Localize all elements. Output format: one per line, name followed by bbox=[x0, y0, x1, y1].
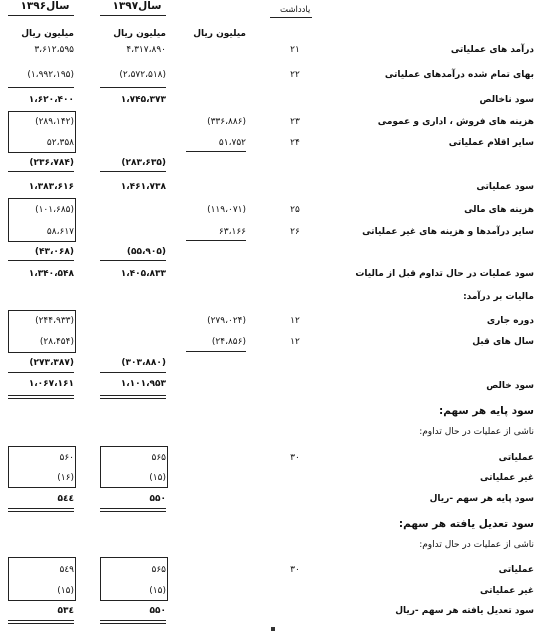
row-note: ۲۶ bbox=[290, 227, 300, 237]
row-note: ۲۳ bbox=[290, 117, 300, 127]
row-value-1396: ۱،۶۲۰،۴۰۰ bbox=[28, 95, 74, 105]
subtotal-line bbox=[8, 372, 74, 373]
row-label-operating-profit: سود عملیاتی bbox=[476, 182, 534, 192]
row-label-continuing-ops: ناشی از عملیات در حال تداوم: bbox=[419, 540, 534, 550]
row-label-basic-eps-rial: سود پایه هر سهم -ریال bbox=[429, 494, 534, 504]
row-value-1396: (۱۵) bbox=[57, 586, 74, 596]
section-heading-basic-eps: سود پایه هر سهم: bbox=[439, 405, 534, 417]
row-value-1397: (۲۸۳،۶۳۵) bbox=[121, 158, 166, 168]
header-underline-1397 bbox=[100, 15, 166, 16]
row-note: ۱۲ bbox=[290, 337, 300, 347]
subtotal-line bbox=[186, 151, 246, 152]
row-value-1397: ۵۵۰ bbox=[149, 606, 166, 616]
row-value-1397: (۱۵) bbox=[149, 473, 166, 483]
subtotal-line bbox=[186, 351, 246, 352]
row-value-1397: ۱،۴۰۵،۸۳۳ bbox=[120, 269, 166, 279]
total-double-line bbox=[100, 395, 166, 399]
page-marker bbox=[271, 627, 275, 631]
row-value-1396: (۲۳۶،۷۸۴) bbox=[29, 158, 74, 168]
total-double-line bbox=[100, 508, 166, 512]
row-value-1396: (۱،۹۹۲،۱۹۵) bbox=[27, 70, 74, 80]
row-value-1396: ۵۲،۳۵۸ bbox=[46, 138, 74, 148]
row-value-1397: (۳۰۳،۸۸۰) bbox=[121, 358, 166, 368]
subtotal-line bbox=[100, 171, 166, 172]
row-label-non-operating: غیر عملیاتی bbox=[480, 473, 534, 483]
row-value-1396: ۱،۳۸۳،۶۱۶ bbox=[28, 182, 74, 192]
total-double-line bbox=[100, 620, 166, 624]
row-value-detail: (۲۷۹،۰۲۴) bbox=[207, 316, 246, 326]
row-label-continuing-ops: ناشی از عملیات در حال تداوم: bbox=[419, 427, 534, 437]
row-value-1397: (۲،۵۷۲،۵۱۸) bbox=[119, 70, 166, 80]
row-note: ۱۲ bbox=[290, 316, 300, 326]
row-label-current-period: دوره جاری bbox=[486, 316, 534, 326]
subtotal-line bbox=[8, 87, 74, 88]
header-year-1396: سال۱۳۹۶ bbox=[20, 0, 70, 12]
row-label-diluted-eps-rial: سود تعدیل یافته هر سهم -ریال bbox=[395, 606, 534, 616]
row-label-other-operating-items: سایر اقلام عملیاتی bbox=[448, 138, 534, 148]
row-value-1396: (۲۸۹،۱۴۲) bbox=[35, 117, 74, 127]
row-note: ۳۰ bbox=[290, 453, 300, 463]
row-label-operating: عملیاتی bbox=[498, 565, 534, 575]
row-label-other-non-operating: سایر درآمدها و هزینه های غیر عملیاتی bbox=[362, 227, 534, 237]
row-note: ۲۴ bbox=[290, 138, 300, 148]
row-label-non-operating: غیر عملیاتی bbox=[480, 586, 534, 596]
row-value-1396: ۵۶۰ bbox=[59, 453, 74, 463]
row-value-detail: (۳۳۶،۸۸۶) bbox=[207, 117, 246, 127]
row-value-1396: ۵٤۹ bbox=[59, 565, 74, 575]
row-value-1396: (۱۰۱،۶۸۵) bbox=[35, 205, 74, 215]
row-value-1396: ۳،۶۱۲،۵۹۵ bbox=[34, 45, 74, 55]
row-note: ۲۱ bbox=[290, 45, 300, 55]
unit-label-col-c: میلیون ریال bbox=[21, 29, 74, 39]
unit-label-col-b: میلیون ریال bbox=[113, 29, 166, 39]
row-value-1397: ۵۶۵ bbox=[151, 565, 166, 575]
row-label-profit-before-tax: سود عملیات در حال تداوم قبل از مالیات bbox=[355, 269, 534, 279]
row-value-1396: (۲۸،۴۵۴) bbox=[39, 337, 74, 347]
row-value-detail: (۲۴،۸۵۶) bbox=[211, 337, 246, 347]
row-value-detail: ۶۳،۱۶۶ bbox=[218, 227, 246, 237]
row-note: ۲۲ bbox=[290, 70, 300, 80]
row-value-1397: (۵۵،۹۰۵) bbox=[126, 247, 166, 257]
header-notes: یادداشت bbox=[280, 5, 311, 15]
row-label-selling-admin-expenses: هزینه های فروش ، اداری و عمومی bbox=[377, 117, 534, 127]
row-label-income-tax: مالیات بر درآمد: bbox=[463, 292, 534, 302]
row-value-1396: (۲۷۳،۳۸۷) bbox=[29, 358, 74, 368]
total-double-line bbox=[8, 508, 74, 512]
header-underline-1396 bbox=[8, 15, 74, 16]
section-heading-diluted-eps: سود تعدیل یافته هر سهم: bbox=[398, 518, 534, 530]
row-value-1396: ۵٤٤ bbox=[57, 494, 74, 504]
header-year-1397: سال۱۳۹۷ bbox=[112, 0, 162, 12]
row-label-prior-years: سال های قبل bbox=[472, 337, 534, 347]
header-underline-notes bbox=[270, 17, 312, 18]
row-label-cost-of-revenue: بهای تمام شده درآمدهای عملیاتی bbox=[384, 70, 534, 80]
subtotal-line bbox=[100, 87, 166, 88]
unit-label-col-a: میلیون ریال bbox=[193, 29, 246, 39]
row-value-1396: (۲۴۴،۹۳۳) bbox=[35, 316, 74, 326]
total-double-line bbox=[8, 620, 74, 624]
subtotal-line bbox=[8, 171, 74, 172]
row-value-1396: ۱،۰۶۷،۱۶۱ bbox=[28, 379, 74, 389]
row-label-finance-costs: هزینه های مالی bbox=[464, 205, 534, 215]
subtotal-line bbox=[186, 240, 246, 241]
subtotal-line bbox=[100, 372, 166, 373]
row-value-detail: ۵۱،۷۵۲ bbox=[218, 138, 246, 148]
total-double-line bbox=[8, 395, 74, 399]
row-note: ۳۰ bbox=[290, 565, 300, 575]
row-label-operating-revenue: درآمد های عملیاتی bbox=[450, 45, 534, 55]
row-value-1396: ۵۸،۶۱۷ bbox=[46, 227, 74, 237]
row-value-1397: ۵۵۰ bbox=[149, 494, 166, 504]
row-value-detail: (۱۱۹،۰۷۱) bbox=[207, 205, 246, 215]
subtotal-line bbox=[100, 260, 166, 261]
row-value-1396: ۱،۳۴۰،۵۴۸ bbox=[28, 269, 74, 279]
row-value-1397: (۱۵) bbox=[149, 586, 166, 596]
row-value-1396: (۱۶) bbox=[57, 473, 74, 483]
row-value-1396: ۵۳٤ bbox=[57, 606, 74, 616]
row-label-net-profit: سود خالص bbox=[486, 381, 534, 391]
row-value-1397: ۴،۳۱۷،۸۹۰ bbox=[126, 45, 166, 55]
row-value-1397: ۵۶۵ bbox=[151, 453, 166, 463]
row-value-1397: ۱،۱۰۱،۹۵۳ bbox=[120, 379, 166, 389]
row-label-operating: عملیاتی bbox=[498, 453, 534, 463]
row-note: ۲۵ bbox=[290, 205, 300, 215]
row-label-gross-profit: سود ناخالص bbox=[479, 95, 534, 105]
row-value-1397: ۱،۷۴۵،۳۷۳ bbox=[120, 95, 166, 105]
row-value-1397: ۱،۴۶۱،۷۳۸ bbox=[120, 182, 166, 192]
row-value-1396: (۴۳،۰۶۸) bbox=[34, 247, 74, 257]
subtotal-line bbox=[8, 260, 74, 261]
